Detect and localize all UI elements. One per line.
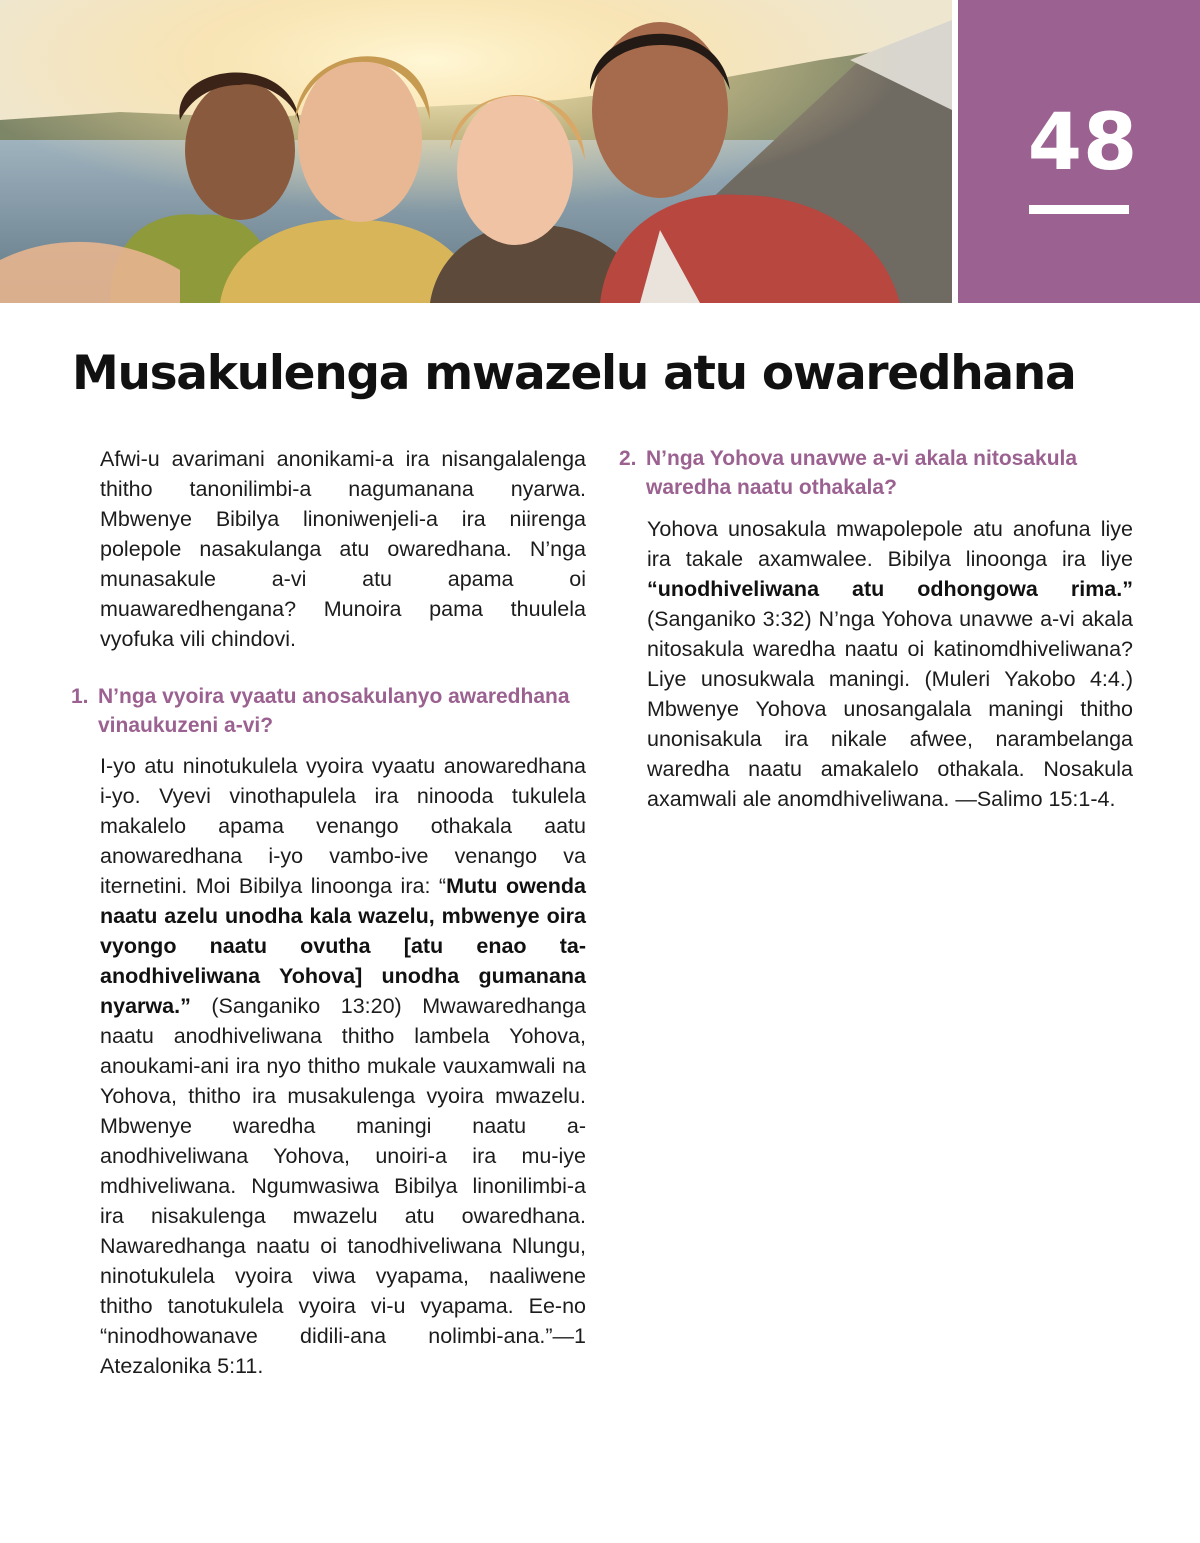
- left-column: [71, 444, 586, 1381]
- right-column: [619, 444, 1133, 814]
- scripture-quote: Mutu owenda naatu azelu unodha kala wazelu, mbwenye oira vyongo naatu ovutha [atu enao ta-anodhiveliwana Yohova] unodha gumanana nyarwa.”: [100, 874, 586, 1018]
- answer-text: Yohova unosakula mwapolepole atu anofuna liye ira takale axamwalee. Bibilya linoonga ira liye: [647, 517, 1133, 571]
- question-number: 2.: [619, 447, 637, 470]
- intro-paragraph: Afwi-u avarimani anonikami-a ira nisangalalenga thitho tanonilimbi-a nagumanana nyarwa. Mbwenye Bibilya linoniwenjeli-a ira niirenga polepole nasakulanga atu owaredhana. N’nga munasakule a-vi atu apama oi muawaredhengana? Munoira pama thuulela vyofuka vili chindovi.: [100, 447, 586, 651]
- question-heading-1: [71, 682, 586, 740]
- answer-text-continued: (Sanganiko 3:32) N’nga Yohova unavwe a-vi akala nitosakula waredha naatu oi katinomdhiveliwana? Liye unosukwala maningi. (Muleri Yakobo 4:4.) Mbwenye Yohova unosangalala maningi thitho unonisakula ira nikale afwee, narambelanga waredha naatu amakalelo othakala. Nosakula axamwali ale anomdhiveliwana. —Salimo 15:1-4.: [647, 607, 1133, 811]
- answer-paragraph-1: [71, 751, 586, 1381]
- chapter-number: 48: [1027, 98, 1139, 188]
- question-text: N’nga Yohova unavwe a-vi akala nitosakula waredha naatu othakala?: [646, 447, 1078, 499]
- header-photo: [0, 0, 952, 303]
- question-heading-2: [619, 444, 1133, 502]
- answer-text: I-yo atu ninotukulela vyoira vyaatu anowaredhana i-yo. Vyevi vinothapulela ira ninooda tukulela makalelo apama venango othakala aatu anowaredhana i-yo vambo-ive venango va iternetini. Moi Bibilya linoonga ira: “: [100, 754, 586, 898]
- chapter-badge: [958, 0, 1200, 303]
- answer-text-continued: (Sanganiko 13:20) Mwawaredhanga naatu anodhiveliwana thitho lambela Yohova, anoukami-ani ira nyo thitho mukale vauxamwali na Yohova, thitho ira musakulenga vyoira mwazelu. Mbwenye waredha maningi naatu a-anodhiveliwana Yohova, unoiri-a ira mu-iye mdhiveliwana. Ngumwasiwa Bibilya linonilimbi-a ira nisakulenga mwazelu atu owaredhana. Nawaredhanga naatu oi tanodhiveliwana Nlungu, ninotukulela vyoira viwa vyapama, naaliwene thitho tanotukulela vyoira vi-u vyapama. Ee-no “ninodhowanave didili-ana nolimbi-ana.”—1 Atezalonika 5:11.: [100, 994, 586, 1378]
- answer-paragraph-2: [619, 514, 1133, 814]
- question-number: 1.: [71, 685, 89, 708]
- page-title: Musakulenga mwazelu atu owaredhana: [72, 346, 1076, 401]
- question-text: N’nga vyoira vyaatu anosakulanyo awaredhana vinaukuzeni a-vi?: [98, 685, 570, 737]
- chapter-rule: [1029, 205, 1129, 214]
- group-selfie-illustration: [0, 0, 952, 303]
- scripture-quote: “unodhiveliwana atu odhongowa rima.”: [647, 577, 1133, 601]
